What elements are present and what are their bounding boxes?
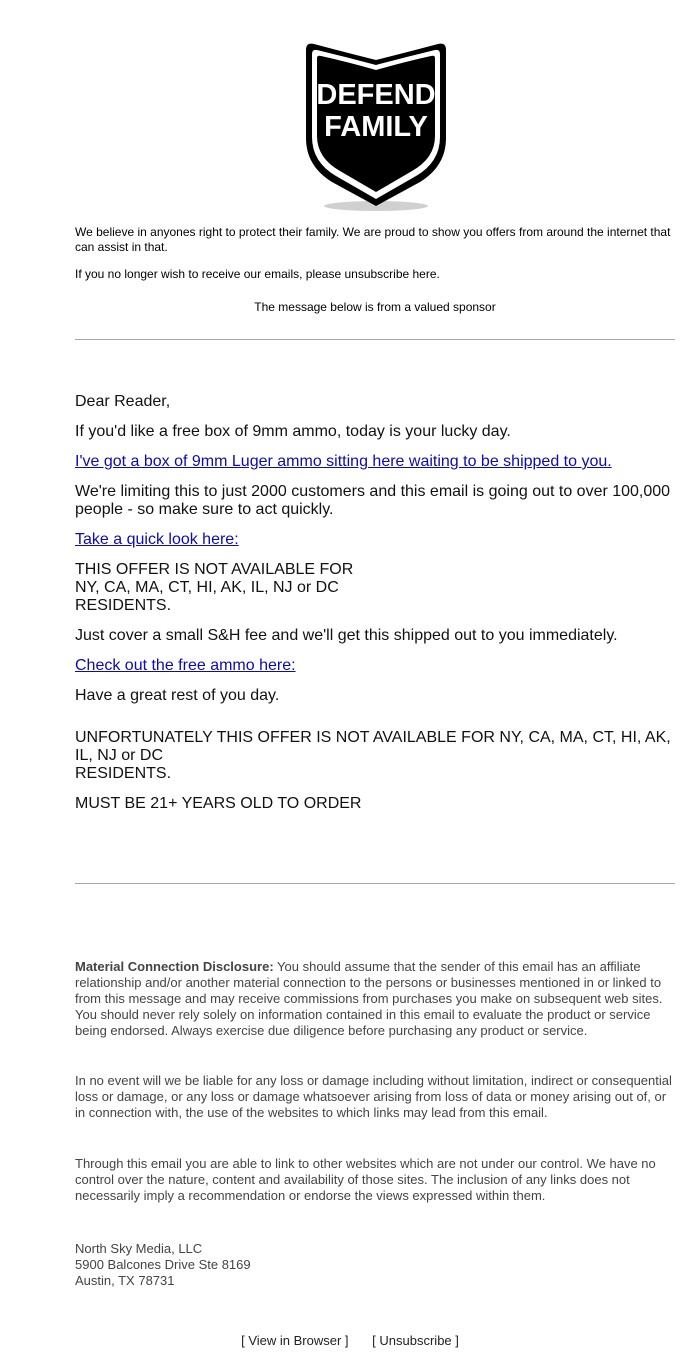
disclosure-label: Material Connection Disclosure: bbox=[75, 959, 274, 974]
sponsor-note: The message below is from a valued sponsor bbox=[254, 300, 496, 314]
divider-top bbox=[75, 339, 675, 340]
disclosure-paragraph bbox=[75, 959, 675, 1039]
offer-link-3[interactable]: Check out the free ammo here: bbox=[75, 657, 296, 674]
disclosure-text: You should assume that the sender of this email has an affiliate relationship and/or another material connection to the persons or businesses mentioned in or linked to from this message and may receive commissions from purchases you make on subsequent web sites. You should never rely solely on information contained in this email to evaluate the product or service being endorsed. Always exercise due diligence before purchasing any product or service. bbox=[75, 959, 663, 1038]
offer-link-2[interactable]: Take a quick look here: bbox=[75, 531, 239, 548]
greeting: Dear Reader, bbox=[75, 393, 171, 410]
footer-links bbox=[0, 1333, 700, 1348]
message-line-2: We're limiting this to just 2000 customers and this email is going out to over 100,000 people - so make sure to act quickly. bbox=[75, 483, 671, 518]
external-links-paragraph: Through this email you are able to link to other websites which are not under our control. We have no control over the nature, content and availability of those sites. The inclusion of any links does not necessarily imply a recommendation or endorse the views expressed within them. bbox=[75, 1156, 656, 1203]
offer-link-1[interactable]: I've got a box of 9mm Luger ammo sitting here waiting to be shipped to you. bbox=[75, 453, 612, 470]
unsubscribe-note[interactable]: If you no longer wish to receive our emails, please unsubscribe here. bbox=[75, 267, 440, 281]
notice2-line-b: RESIDENTS. bbox=[75, 765, 172, 782]
notice1-line-c: RESIDENTS. bbox=[75, 597, 172, 614]
logo-text-line2: FAMILY bbox=[324, 111, 428, 143]
message-line-3: Just cover a small S&H fee and we'll get this shipped out to you immediately. bbox=[75, 627, 618, 644]
notice2-line-a: UNFORTUNATELY THIS OFFER IS NOT AVAILABLE FOR NY, CA, MA, CT, HI, AK, IL, NJ or DC bbox=[75, 729, 671, 764]
address-line-2: Austin, TX 78731 bbox=[75, 1273, 175, 1288]
logo-text-line1: DEFEND bbox=[316, 79, 436, 111]
company-address bbox=[75, 1241, 675, 1289]
divider-bottom bbox=[75, 883, 675, 884]
intro-text: We believe in anyones right to protect their family. We are proud to show you offers from around the internet that can assist in that. bbox=[75, 225, 671, 254]
liability-paragraph: In no event will we be liable for any loss or damage including without limitation, indirect or consequential loss or damage, or any loss or damage whatsoever arising from loss of data or money arising out of, or in connection with, the use of the websites to which links may lead from this email. bbox=[75, 1073, 672, 1120]
company-name: North Sky Media, LLC bbox=[75, 1241, 203, 1256]
message-line-1: If you'd like a free box of 9mm ammo, today is your lucky day. bbox=[75, 423, 511, 440]
message-line-4: Have a great rest of you day. bbox=[75, 687, 280, 704]
notice1-line-b: NY, CA, MA, CT, HI, AK, IL, NJ or DC bbox=[75, 579, 339, 596]
availability-notice-2 bbox=[75, 729, 675, 783]
age-notice: MUST BE 21+ YEARS OLD TO ORDER bbox=[75, 795, 362, 812]
availability-notice-1 bbox=[75, 561, 675, 615]
defend-family-logo bbox=[300, 38, 452, 218]
notice1-line-a: THIS OFFER IS NOT AVAILABLE FOR bbox=[75, 561, 354, 578]
view-in-browser-link[interactable]: [ View in Browser ] bbox=[241, 1333, 349, 1348]
address-line-1: 5900 Balcones Drive Ste 8169 bbox=[75, 1257, 251, 1272]
unsubscribe-link[interactable]: [ Unsubscribe ] bbox=[372, 1333, 459, 1348]
